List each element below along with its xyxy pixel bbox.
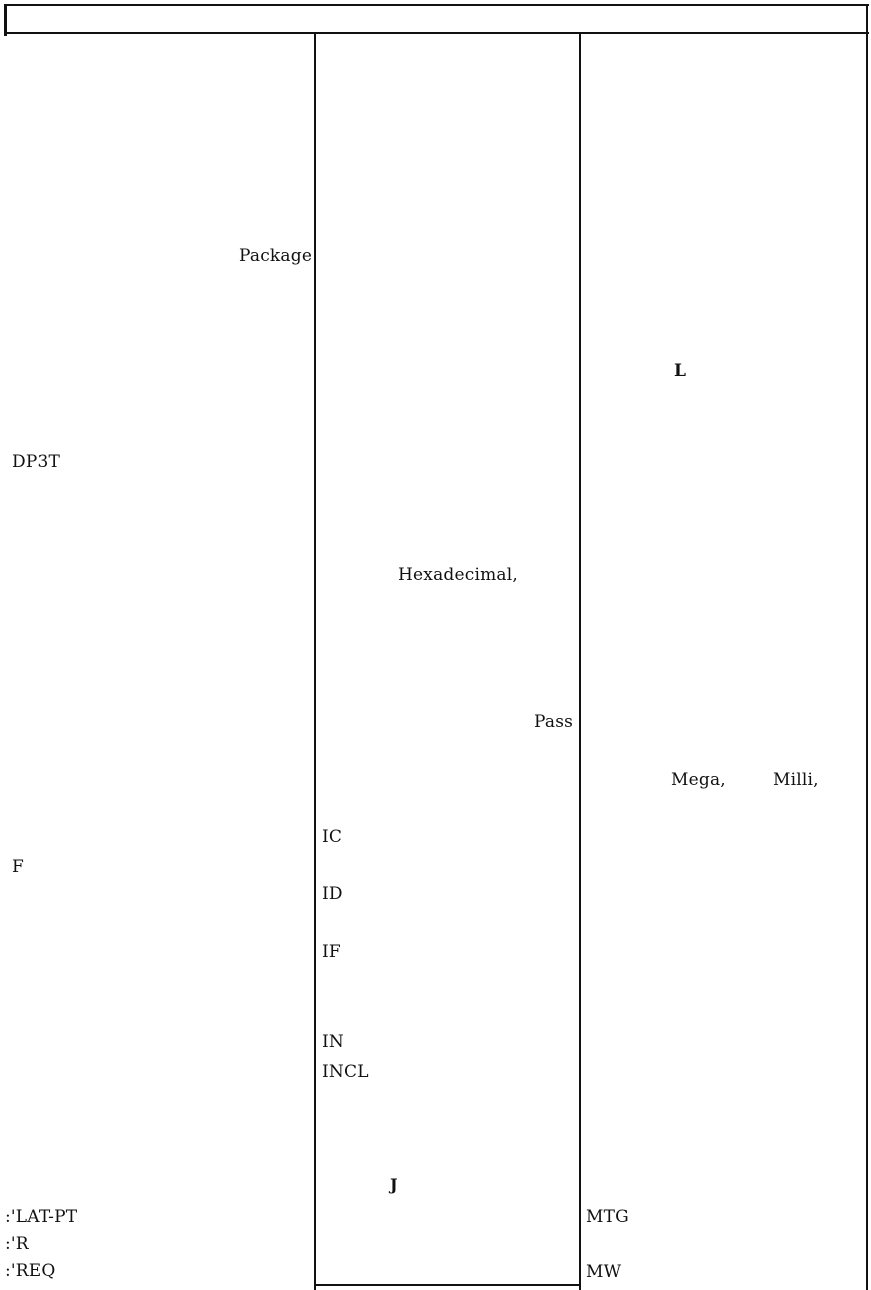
entry-ic: IC [322, 827, 343, 847]
entry-l: L [674, 361, 687, 381]
entry-fr: :'R [5, 1234, 29, 1254]
entry-pass: Pass [534, 712, 574, 732]
entry-mtg: MTG [586, 1207, 629, 1227]
entry-package: Package [239, 246, 313, 266]
middle-column-bottom-rule [314, 1284, 581, 1286]
entry-if: IF [322, 942, 341, 962]
column-divider-2 [579, 33, 581, 1290]
entry-dp3t: DP3T [12, 452, 61, 472]
entry-freq: :'REQ [5, 1261, 56, 1281]
table-top-border [4, 4, 869, 6]
table-right-border-top [866, 4, 868, 34]
left-column [7, 34, 313, 1290]
entry-in: IN [322, 1032, 344, 1052]
entry-milli: Milli, [773, 770, 819, 790]
entry-j: J [390, 1175, 398, 1194]
column-divider-1 [314, 33, 316, 1290]
entry-id: ID [322, 884, 343, 904]
entry-mw: MW [586, 1262, 622, 1282]
entry-f: F [12, 857, 24, 877]
table-header-band [4, 4, 868, 33]
middle-column [319, 34, 574, 1284]
left-column-bottom [5, 1200, 161, 1290]
entry-hexadecimal: Hexadecimal, [398, 565, 519, 585]
entry-incl: INCL [322, 1062, 369, 1082]
right-column [584, 34, 864, 1290]
entry-mega: Mega, [671, 770, 726, 790]
entry-flat-pt: :'LAT-PT [5, 1207, 78, 1227]
table-right-border [866, 33, 868, 1290]
